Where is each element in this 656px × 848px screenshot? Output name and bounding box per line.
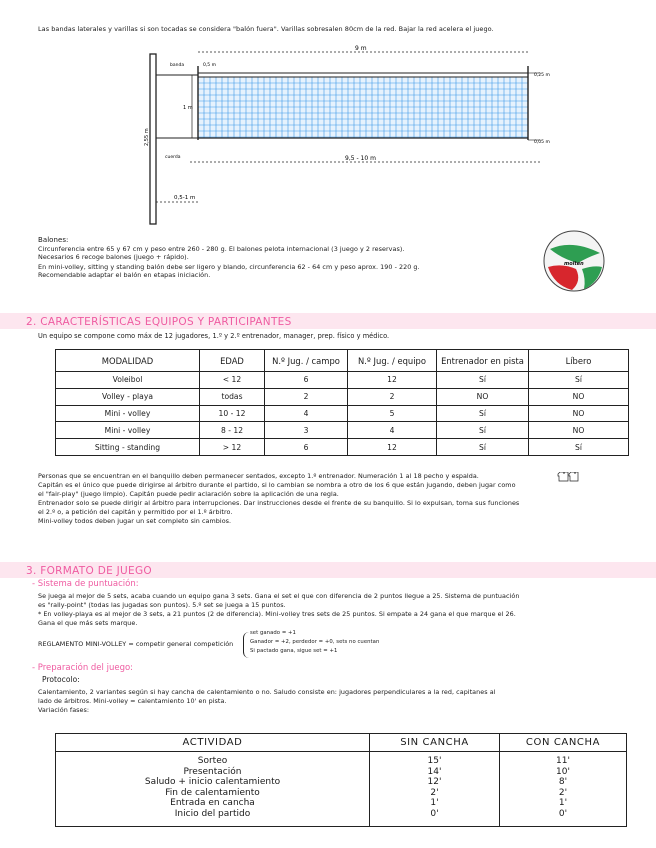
- activity: Entrada en cancha: [170, 798, 255, 809]
- cell: 3: [265, 422, 348, 439]
- col-header: Líbero: [529, 350, 629, 372]
- cell: Sí: [437, 422, 529, 439]
- top-band-label: banda: [170, 63, 185, 68]
- cell: Mini - volley: [56, 422, 200, 439]
- left-small-label: 0,5 m: [203, 63, 216, 68]
- time: 1': [558, 798, 568, 809]
- col-header: CON CANCHA: [500, 734, 627, 752]
- cell: Voleibol: [56, 372, 200, 389]
- net-width-label: 9 m: [355, 45, 367, 52]
- net-mesh: [198, 75, 528, 138]
- balones-line: Recomendable adaptar el balón en etapas iniciación.: [38, 271, 211, 279]
- section-3-header: [0, 562, 656, 578]
- cell: Sitting - standing: [56, 439, 200, 456]
- volleyball-icon: [542, 229, 606, 293]
- col-header: SIN CANCHA: [370, 734, 500, 752]
- section-2-note: Capitán es el único que puede dirigirse al árbitro durante el partido, si lo cambian se nombra a otro de los 6 que están jugando, deben jugar como: [38, 481, 516, 489]
- activity: Presentación: [183, 766, 242, 777]
- protocol-text: lado de árbitros. Mini-volley = calentamiento 10' en pista.: [38, 697, 227, 705]
- cell: Sí: [529, 372, 629, 389]
- brace-icon: [243, 632, 249, 658]
- time: 12': [427, 777, 442, 788]
- time: 2': [430, 787, 439, 798]
- cell: Sí: [529, 439, 629, 456]
- brace-item: Ganador = +2, perdedor = +0, sets no cuentan: [250, 639, 380, 645]
- time: 11': [556, 756, 570, 766]
- section-2-note: el 2.º o, a petición del capitán y permitido por el 1.º árbitro.: [38, 508, 233, 516]
- intro-text: Las bandas laterales y varillas si son tocadas se considera "balón fuera". Varillas sobresalen 80cm de la red. Bajar la red acelera el juego.: [38, 25, 494, 33]
- table-row: [56, 752, 627, 827]
- col-header: MODALIDAD: [56, 350, 200, 372]
- time: 15': [427, 756, 442, 766]
- cell: todas: [200, 388, 265, 405]
- table-row: [56, 422, 629, 439]
- ball-brand: molten: [564, 261, 584, 267]
- section-2-intro: Un equipo se compone como máx de 12 jugadores, 1.º y 2.º entrenador, manager, prep. físico y médico.: [38, 332, 390, 340]
- table-row: [56, 372, 629, 389]
- table-header-row: [56, 734, 627, 752]
- table-row: [56, 439, 629, 456]
- cell: 2: [348, 388, 437, 405]
- time: 0': [558, 808, 568, 819]
- activity: Sorteo: [197, 756, 228, 766]
- time: 0': [430, 808, 439, 819]
- time: 2': [558, 787, 568, 798]
- col-header: Entrenador en pista: [437, 350, 529, 372]
- activities-cell: [56, 752, 370, 827]
- time: 8': [558, 777, 568, 788]
- time: 1': [430, 798, 439, 809]
- cell: 12: [348, 439, 437, 456]
- time: 14': [427, 766, 442, 777]
- cell: 6: [265, 439, 348, 456]
- bottom-band-label: cuerda: [165, 155, 181, 160]
- reglamento-text: REGLAMENTO MINI-VOLLEY = competir general competición: [38, 640, 234, 648]
- activity: Saludo + inicio calentamiento: [144, 777, 281, 788]
- cell: 4: [265, 405, 348, 422]
- balones-line: Necesarios 6 recoge balones (juego + rápido).: [38, 253, 189, 261]
- protocol-text: Calentamiento, 2 variantes según si hay cancha de calentamiento o no. Saludo consiste en: jugadores perpendiculares a la red, capitanes al: [38, 688, 496, 696]
- section-2-note: Personas que se encuentran en el banquillo deben permanecer sentados, excepto 1.º entrenador. Numeración 1 al 18 pecho y espalda.: [38, 472, 479, 480]
- court-width-label: 9,5 - 10 m: [345, 155, 376, 162]
- cell: 6: [265, 372, 348, 389]
- activity: Fin de calentamiento: [165, 787, 260, 798]
- net-height-label: 1 m: [183, 105, 193, 111]
- activity: Inicio del partido: [174, 808, 251, 819]
- con-cancha-cell: [500, 752, 627, 827]
- cell: 8 - 12: [200, 422, 265, 439]
- section-2-note: el "fair-play" (juego limpio). Capitán puede pedir aclaración sobre la aplicación de una regla.: [38, 490, 339, 498]
- col-header: ACTIVIDAD: [56, 734, 370, 752]
- protocol-heading: Protocolo:: [42, 675, 80, 684]
- section-2-title: 2. CARACTERÍSTICAS EQUIPOS Y PARTICIPANTES: [26, 316, 292, 328]
- section-3-title: 3. FORMATO DE JUEGO: [26, 565, 152, 577]
- scoring-text: Gana el que más sets marque.: [38, 619, 138, 627]
- cell: 5: [348, 405, 437, 422]
- cell: Sí: [437, 439, 529, 456]
- cell: 10 - 12: [200, 405, 265, 422]
- cell: 4: [348, 422, 437, 439]
- table-row: [56, 388, 629, 405]
- jersey-icon: [557, 472, 579, 482]
- cell: < 12: [200, 372, 265, 389]
- col-header: N.º Jug. / campo: [265, 350, 348, 372]
- participants-table: [55, 349, 629, 456]
- protocol-text: Variación fases:: [38, 706, 90, 714]
- cell: Sí: [437, 372, 529, 389]
- cell: Volley - playa: [56, 388, 200, 405]
- cell: NO: [529, 405, 629, 422]
- net-post: [150, 54, 156, 224]
- balones-heading: Balones:: [38, 236, 69, 244]
- brace-item: Si pactado gana, sigue set = +1: [250, 648, 338, 654]
- scoring-text: * En volley-playa es al mejor de 3 sets, a 21 puntos (2 de diferencia). Mini-volley tres sets de 25 puntos. Si empate a 24 gana el que marque el 26.: [38, 610, 516, 618]
- sin-cancha-cell: [370, 752, 500, 827]
- cell: Mini - volley: [56, 405, 200, 422]
- scoring-subtitle: - Sistema de puntuación:: [32, 579, 139, 589]
- brace-item: set ganado = +1: [250, 630, 296, 636]
- cell: NO: [529, 388, 629, 405]
- table-header-row: [56, 350, 629, 372]
- preparation-subtitle: - Preparación del juego:: [32, 663, 134, 673]
- section-2-note: Mini-volley todos deben jugar un set completo sin cambios.: [38, 517, 232, 525]
- balones-line: Circunferencia entre 65 y 67 cm y peso entre 260 - 280 g. El balones pelota internacional (3 juego y 2 reservas).: [38, 245, 405, 253]
- balones-line: En mini-volley, sitting y standing balón debe ser ligero y blando, circunferencia 62 - 64 cm y peso aprox. 190 - 220 g.: [38, 263, 420, 271]
- col-header: EDAD: [200, 350, 265, 372]
- post-height-label: 2,55 m: [144, 128, 150, 146]
- cell: NO: [529, 422, 629, 439]
- col-header: N.º Jug. / equipo: [348, 350, 437, 372]
- cell: 12: [348, 372, 437, 389]
- section-2-header: [0, 313, 656, 329]
- right-top-label: 0,25 m: [534, 73, 550, 78]
- side-distance-label: 0,5-1 m: [174, 195, 196, 201]
- cell: Sí: [437, 405, 529, 422]
- scoring-text: Se juega al mejor de 5 sets, acaba cuando un equipo gana 3 sets. Gana el set el que con diferencia de 2 puntos llegue a 25. Sistema de puntuación: [38, 592, 520, 600]
- table-row: [56, 405, 629, 422]
- section-2-note: Entrenador solo se puede dirigir al árbitro para interrupciones. Dar instrucciones desde el frente de su banquillo. Si lo expulsan, toma sus funciones: [38, 499, 520, 507]
- right-bottom-label: 0,05 m: [534, 140, 550, 145]
- cell: 2: [265, 388, 348, 405]
- scoring-text: es "rally-point" (todas las jugadas son puntos). 5.º set se juega a 15 puntos.: [38, 601, 286, 609]
- phases-table: [55, 733, 627, 827]
- cell: > 12: [200, 439, 265, 456]
- cell: NO: [437, 388, 529, 405]
- time: 10': [556, 766, 570, 777]
